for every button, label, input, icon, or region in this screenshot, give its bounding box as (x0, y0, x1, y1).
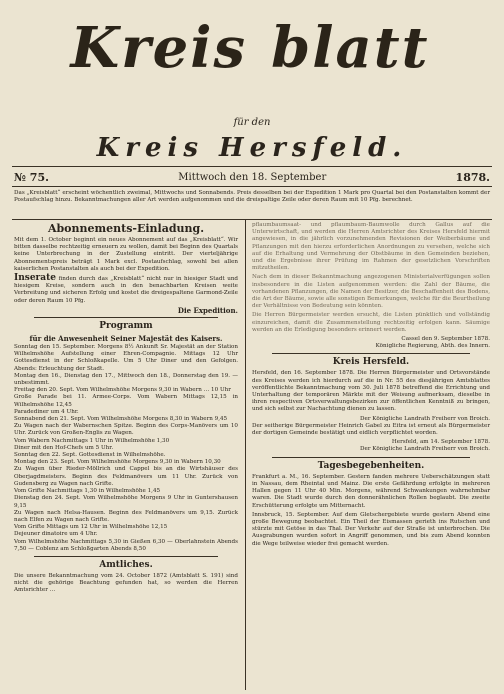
schedule-entry: Sonnabend den 21. Sept. Vom Wilhelmshöhe Morgens 8,30 in Wabern 9,45 (14, 416, 228, 423)
inserate-word: Inserate (14, 273, 57, 284)
issue-date: Mittwoch den 18. September (178, 171, 327, 183)
abonnement-text: Mit dem 1. October beginnt ein neues Abonnement auf das „Kreisblatt“. Wir bitten dasselbe rechtzeitig erneuern zu wollen, damit bei Beginn des Quartals keine Unterbrechung in der Zustellung eintritt. Der vierteljährige Abonnementspreis beträgt 1 Mark excl. Postaufschlag, sowohl bei allen kaiserlichen Postanstalten als auch bei der Expedition. (14, 237, 238, 272)
divider-rule (34, 556, 218, 557)
masthead (0, 0, 504, 163)
kreis-hersfeld-text: Hersfeld, den 16. September 1878. Die Herren Bürgermeister und Ortsvorstände des Kreises werden ich hierdurch auf die in Nr. 55 des diesjährigen Amtsblattes veröffentlichte Bekanntmachung vom 30. Juli 1878 betreffend die Errichtung und Unterhaltung der temporären Märkte mit der Weisung aufmerksam, dieselbe in ihren respectiven Ortsverwaltungsbezirken zur öffentlichen Kenntniß zu bringen, und sich selbst zur Nachachtung dienen zu lassen. (252, 370, 490, 413)
masthead-subtitle-small: für den (233, 117, 271, 128)
landrath-signature-2: Der Königliche Landrath Freiherr von Broich. (360, 446, 490, 453)
regierung-date: Cassel den 9. September 1878. (401, 336, 490, 343)
right-column (252, 222, 490, 550)
schedule-entry: Sonntag den 22. Sept. Gottesdienst in Wilhelmshöhe. (14, 452, 166, 459)
programm-subheading: für die Anwesenheit Seiner Majestät des Kaisers. (29, 334, 223, 344)
schedule-entry: Montag den 23. Sept. Vom Wilhelmshöhe Morgens 9,30 in Wabern 10,30 (14, 459, 221, 466)
inserate-paragraph (14, 275, 238, 305)
regierung-text-3: Die Herren Bürgermeister werden ersucht, die Listen pünktlich und vollständig einzureichen, damit die Zusammenstellung rechtzeitig erfolgen kann. Säumige werden an die Erledigung besonders erinnert werden. (252, 312, 490, 333)
divider-rule (272, 457, 470, 458)
inserate-text: finden durch das „Kreisblatt“ nicht nur in hiesiger Stadt und hiesigem Kreise, sondern auch in den benachbarten Kreisen weite Verbreitung und sicheren Erfolg und kostet die dreigespaltene Garmond-Zeile oder deren Raum 10 Pfg. (14, 276, 239, 304)
abonnement-heading: Abonnements-Einladung. (47, 222, 205, 235)
schedule-entry: Vom Wabern Nachmittags 1 Uhr in Wilhelmshöhe 1,30 (14, 437, 170, 444)
programm-schedule (14, 344, 238, 553)
schedule-entry: Vom Grifte Nachmittags 1,30 in Wilhelmshöhe 1,45 (14, 488, 161, 495)
divider-rule (12, 186, 492, 187)
column-separator (245, 220, 246, 690)
schedule-entry: Zu Wagen über Rieder-Möllrich und Cappel bis an die Wirtshäuser des Oberjagdmeisters. Beginn des Feldmanövers um 11 Uhr. Zurück von Gudensberg zu Wagen nach Grifte. (14, 466, 238, 487)
masthead-subtitle-large: Kreis Hersfeld. (96, 133, 408, 163)
kreis-hersfeld-heading: Kreis Hersfeld. (332, 357, 410, 368)
dateline (14, 170, 490, 184)
schedule-entry: Zu Wagen nach der Wabernschen Spitze. Beginn des Corps-Manövers um 10 Uhr. Zurück von Großen-Englis zu Wagen. (14, 423, 238, 437)
amtliches-heading: Amtliches. (99, 559, 153, 570)
divider-rule (12, 219, 492, 220)
subscription-notice: Das „Kreisblatt“ erscheint wöchentlich zweimal, Mittwochs und Sonnabends. Preis desselben bei der Expedition 1 Mark pro Quartal bei den Postanstalten kommt der Postaufschlag hinzu. Bekanntmachungen aller Art werden aufgenommen und die dreispaltige Zeile oder deren Raum mit 10 Pfg. berechnet. (14, 190, 490, 203)
schedule-entry: Zu Wagen nach Helsa-Hausen. Beginn des Feldmanövers um 9,15. Zurück nach Elfen zu Wagen nach Grifte. (14, 509, 238, 523)
landrath-signature: Der Königliche Landrath Freiherr von Broich. (360, 415, 490, 422)
regierung-text-2: Nach dem in dieser Bekanntmachung angezogenen Ministerialverfügungen sollen insbesondere in die Listen aufgenommen werden: die Zahl der Bäume, die vorhandenen Pflanzungen, die Namen der Besitzer, die Beschaffenheit des Bodens, die Art der Bäume, sowie alle sonstigen Bemerkungen, welche für die Beurtheilung der Verhältnisse von Bedeutung sein könnten. (252, 274, 490, 310)
schedule-entry: Dienstag den 24. Sept. Vom Wilhelmshöhe Morgens 9 Uhr in Guntershausen 9,15 (14, 495, 238, 509)
expedition-signature: Die Expedition. (177, 305, 238, 315)
amtliches-text: Die unsere Bekanntmachung vom 24. October 1872 (Amtsblatt S. 191) sind nicht die gehörige Beachtung gefunden hat, so werden die Herren Amtsrichter … (14, 572, 238, 594)
schedule-entry: Paradediner um 4 Uhr. (14, 408, 79, 415)
regierung-text: pflaumbaumsaat- und pflaumbaum-Baumwolle durch Gallus auf die Unterwirtschaft, und werden die Herren Amtsrichter des Kreises Hersfeld hiermit angewiesen, in die jährlich vorzunehmenden Revisionen der Weiberbäume und Pflanzungen mit den hierzu erforderlichen Anordnungen zu versehen, welche sich auf die Erhaltung und Vermehrung der Obstbäume in den Gemeinden beziehen, und die Ergebnisse ihrer Prüfung im Rahmen der gesetzlichen Vorschriften mitzutheilen. (252, 222, 490, 272)
divider-rule (34, 317, 218, 318)
tagesbegebenheiten-heading: Tagesbegebenheiten. (317, 460, 425, 471)
programm-heading: Programm (99, 321, 153, 332)
schedule-entry: Freitag den 20. Sept. Vom Wilhelmshöhe Morgens 9,30 in Wabern … 10 Uhr (14, 387, 231, 394)
left-column (14, 222, 238, 597)
schedule-entry: Montag den 16., Dienstag den 17., Mittwoch den 18., Donnerstag den 19. — unbestimmt. (14, 372, 238, 387)
tagesbegebenheiten-text-2: Innsbruck, 15. September. Auf dem Gletschergebiete wurde gestern Abend eine große Bewegung beobachtet. Ein Theil der Eismassen gerieth ins Rutschen und stürzte mit Getöse in das Thal. Der Verkehr auf der Straße ist unterbrochen. Die Ausgrabungen wurden sofort in Angriff genommen, und bis zum Abend konnten die Wege teilweise wieder frei gemacht werden. (252, 511, 490, 547)
schedule-entry: Sonntag den 15. September. Morgens 8½ Ankunft Sr. Majestät an der Station Wilhelmshöhe Aufstellung einer Ehren-Compagnie. Mittags 12 Uhr Gottesdienst in der Schloßkapelle. Um 5 Uhr Diner und den Gefolgen. Abends: Erleuchtung der Stadt. (14, 344, 238, 372)
divider-rule (12, 166, 492, 167)
tagesbegebenheiten-text: Frankfurt a. M., 16. September. Gestern fanden mehrere Ueberschätzungen statt in Nassau, dem Rheintal und Mainz. Die erste Gefährdung erfolgte in mehreren Hallen gegen 11 Uhr 40 Min. Morgens, während Schwankungen wahrnehmbar waren. Die Stadt wurde durch den donnerähnlichen Rollen beglaubt. Die zweite Erschütterung erfolgte um Mitternacht. (252, 473, 490, 509)
masthead-title (70, 15, 430, 81)
buergermeister-text: Der seitherige Bürgermeister Heinrich Gabel zu Eitra ist erneut als Bürgermeister der dortigen Gemeinde bestätigt und eidlich verpflichtet worden. (252, 422, 490, 437)
issue-year: 1878. (455, 170, 490, 184)
issue-number: № 75. (14, 170, 49, 184)
regierung-signature: Königliche Regierung, Abth. des Innern. (375, 343, 490, 350)
schedule-entry: Dejeuner dinatoire um 4 Uhr. (14, 531, 98, 538)
schedule-entry: Große Parade bei 11. Armee-Corps. Vom Wabern Mittags 12,15 in Wilhelmshöhe 12,45 (14, 394, 238, 408)
divider-rule (272, 353, 470, 354)
masthead-word-right: blatt (271, 15, 430, 81)
schedule-entry: Diner mit den Hof-Chefs um 5 Uhr. (14, 444, 114, 451)
masthead-word-left: Kreis (70, 15, 248, 81)
schedule-entry: Vom Wilhelmshöhe Nachmittags 5,30 in Gießen 6,30 — Oberlahnstein Abends 7,50 — Coblenz am Schloßgarten Abends 8,50 (14, 538, 238, 552)
schedule-entry: Vom Grifte Mittags um 12 Uhr in Wilhelmshöhe 12,15 (14, 524, 168, 531)
kreis-place-date: Hersfeld, am 14. September 1878. (391, 439, 490, 446)
